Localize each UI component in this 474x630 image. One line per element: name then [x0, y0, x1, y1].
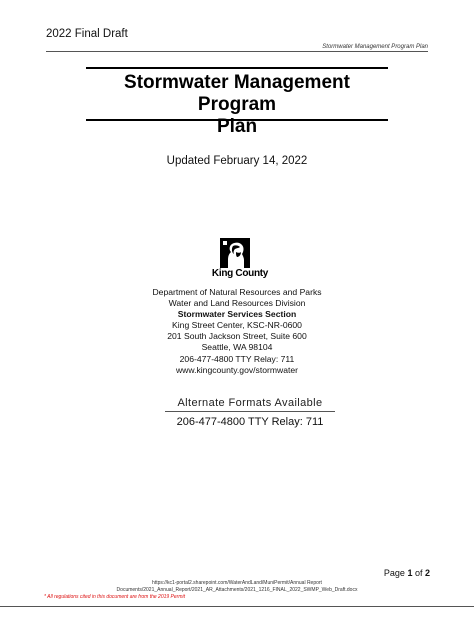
updated-date: Updated February 14, 2022	[166, 155, 308, 167]
title-top-rule	[86, 67, 388, 69]
draft-label: 2022 Final Draft	[46, 28, 128, 40]
document-title	[86, 72, 388, 138]
department-name: Department of Natural Resources and Parks	[152, 287, 322, 297]
title-line-2: Plan	[216, 116, 258, 137]
contact-block	[0, 287, 474, 376]
website-link[interactable]: www.kingcounty.gov/stormwater	[175, 364, 299, 375]
page-prefix: Page	[383, 568, 408, 578]
page-number	[384, 568, 430, 578]
alternate-formats-heading: Alternate Formats Available	[177, 397, 323, 409]
phone-line: 206-477-4800 TTY Relay: 711	[179, 353, 295, 364]
file-path-line-1: https://kc1-portal2.sharepoint.com/WaterAndLand/MuniPermit/Annual Report	[152, 580, 322, 586]
header-divider	[46, 51, 428, 52]
address-line-2: 201 South Jackson Street, Suite 600	[167, 331, 307, 342]
page-total: 2	[424, 568, 430, 578]
address-line-1: King Street Center, KSC-NR-0600	[172, 320, 302, 331]
logo-wordmark: King County	[211, 268, 269, 279]
title-line-1: Stormwater Management Program	[124, 72, 350, 115]
footer-divider	[0, 606, 474, 607]
section-name: Stormwater Services Section	[177, 309, 297, 320]
page-current: 1	[407, 568, 413, 578]
city-line: Seattle, WA 98104	[201, 342, 273, 353]
file-path-line-2: Documents/2021_Annual_Report/2021_AR_Attachments/2021_1216_FINAL_2022_SWMP_Web_Draft.docx	[116, 587, 358, 593]
alternate-formats-phone: 206-477-4800 TTY Relay: 711	[176, 416, 324, 428]
running-header-title: Stormwater Management Program Plan	[322, 44, 428, 50]
title-bottom-rule	[86, 119, 388, 121]
alternate-formats-divider	[165, 411, 335, 412]
king-county-logo-icon	[220, 238, 250, 268]
division-name: Water and Land Resources Division	[168, 298, 306, 309]
footnote: * All regulations cited in this document are from the 2019 Permit	[44, 594, 185, 600]
page-of: of	[412, 568, 425, 578]
